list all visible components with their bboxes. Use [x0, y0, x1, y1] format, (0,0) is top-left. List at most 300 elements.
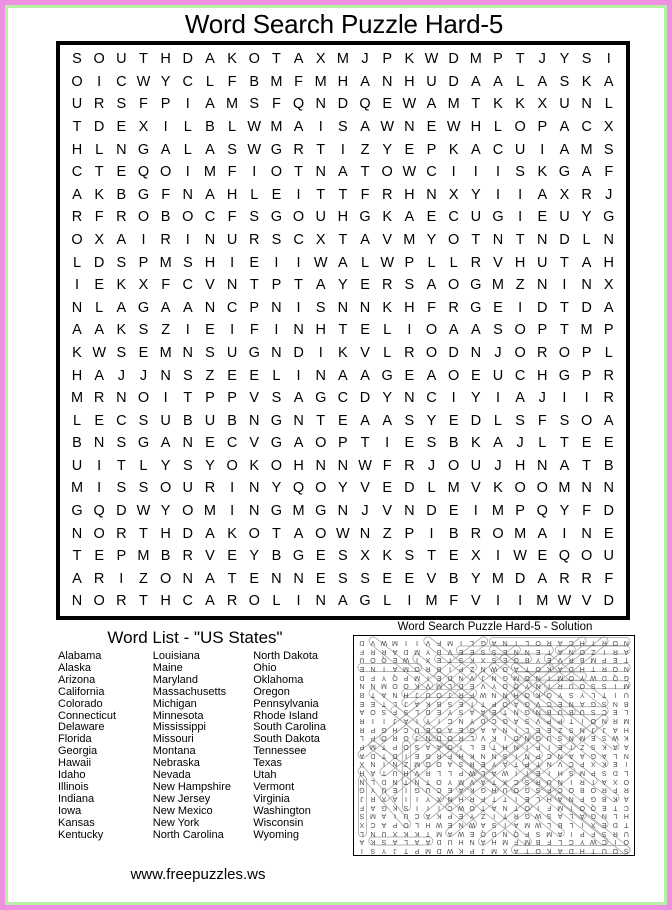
grid-cell: I [429, 525, 434, 542]
solution-cell: F [436, 638, 442, 646]
grid-cell: W [380, 118, 395, 135]
solution-cell: U [579, 708, 585, 716]
grid-cell: H [514, 254, 526, 271]
grid-cell: T [271, 51, 281, 68]
solution-cell: I [614, 838, 617, 846]
solution-cell: A [623, 742, 629, 750]
solution-cell: G [590, 751, 596, 759]
solution-cell: H [513, 690, 519, 698]
word-list-item: Tennessee [253, 745, 307, 758]
grid-cell: T [72, 118, 82, 135]
grid-cell: A [205, 186, 215, 203]
grid-cell: E [360, 277, 370, 294]
grid-cell: F [249, 322, 259, 339]
grid-cell: C [492, 141, 504, 158]
solution-cell: N [480, 664, 486, 672]
solution-cell: A [623, 794, 629, 802]
grid-cell: L [493, 412, 502, 429]
solution-cell: L [613, 751, 618, 759]
grid-cell: B [448, 525, 459, 542]
solution-cell: S [491, 647, 497, 655]
grid-cell: K [493, 480, 503, 497]
grid-cell: S [559, 412, 570, 429]
grid-cell: D [448, 73, 459, 90]
grid-cell: S [493, 322, 503, 339]
grid-cell: Z [205, 367, 215, 384]
grid-cell: C [426, 390, 437, 407]
solution-cell: T [381, 751, 387, 759]
solution-cell: Y [425, 794, 431, 802]
grid-cell: E [426, 118, 437, 135]
solution-cell: C [557, 786, 563, 794]
solution-cell: P [469, 846, 475, 854]
grid-cell: A [182, 299, 193, 316]
solution-cell: G [480, 638, 486, 646]
grid-cell: N [293, 570, 304, 587]
grid-cell: G [270, 209, 283, 226]
solution-cell: A [370, 803, 376, 811]
grid-cell: J [538, 390, 546, 407]
grid-cell: E [448, 503, 459, 520]
grid-cell: P [160, 96, 171, 113]
solution-cell: A [502, 760, 508, 768]
grid-cell: J [427, 457, 436, 474]
solution-cell: K [491, 734, 497, 742]
word-list-item: North Carolina [152, 828, 224, 841]
solution-cell: B [535, 838, 541, 846]
solution-cell: S [546, 812, 552, 820]
solution-cell: B [579, 786, 585, 794]
grid-cell: U [492, 367, 504, 384]
grid-cell: A [205, 51, 215, 68]
grid-cell: X [470, 548, 481, 565]
solution-row [357, 759, 631, 768]
grid-cell: A [470, 141, 481, 158]
grid-cell: P [338, 435, 348, 452]
word-list-item: Wyoming [253, 828, 299, 841]
grid-cell: O [425, 322, 438, 339]
grid-cell: W [358, 457, 372, 474]
grid-cell: I [540, 141, 545, 158]
solution-cell: I [405, 794, 407, 802]
solution-cell: E [502, 656, 508, 664]
grid-cell: O [514, 118, 526, 135]
solution-cell: I [625, 760, 628, 768]
grid-cell: G [137, 141, 150, 158]
grid-cell: I [606, 51, 611, 68]
grid-cell: O [580, 412, 593, 429]
solution-cell: C [601, 838, 607, 846]
grid-cell: A [338, 254, 348, 271]
grid-cell: L [272, 593, 281, 610]
solution-cell: B [568, 708, 574, 716]
grid-cell: E [603, 435, 614, 452]
grid-cell: E [94, 277, 104, 294]
grid-cell: N [337, 299, 349, 316]
solution-cell: P [392, 742, 398, 750]
solution-cell: A [425, 838, 431, 846]
grid-cell: L [183, 141, 192, 158]
grid-cell: H [71, 367, 83, 384]
solution-cell: T [602, 690, 607, 698]
solution-cell: H [546, 794, 552, 802]
grid-cell: G [137, 186, 150, 203]
solution-cell: F [547, 838, 552, 846]
solution-cell: E [436, 708, 442, 716]
solution-grid-rows [354, 636, 634, 855]
grid-cell: N [404, 390, 415, 407]
grid-cell: I [407, 593, 412, 610]
grid-cell: N [315, 164, 326, 181]
grid-cell: N [249, 503, 260, 520]
grid-cell: Y [338, 277, 348, 294]
solution-cell: U [425, 690, 431, 698]
solution-cell: M [436, 682, 442, 690]
grid-cell: A [470, 322, 481, 339]
grid-cell: V [360, 480, 370, 497]
solution-cell: Z [558, 725, 563, 733]
word-list-item: Oklahoma [253, 673, 304, 686]
solution-row [357, 845, 631, 854]
grid-cell: M [336, 51, 349, 68]
solution-cell: I [438, 803, 441, 811]
solution-cell: N [491, 751, 497, 759]
grid-cell: T [338, 231, 348, 248]
solution-cell: N [557, 751, 563, 759]
solution-cell: I [515, 638, 518, 646]
word-list-column-3 [253, 651, 348, 842]
solution-cell: A [513, 699, 519, 707]
solution-row [357, 698, 631, 707]
word-list-item: Mississippi [152, 721, 206, 734]
solution-cell: W [435, 820, 443, 828]
solution-cell: T [591, 846, 596, 854]
word-list-item: Massachusetts [152, 685, 227, 698]
grid-cell: H [404, 299, 415, 316]
solution-cell: N [568, 699, 574, 707]
solution-cell: U [546, 777, 552, 785]
word-list-item: South Dakota [253, 733, 320, 746]
solution-cell: S [491, 656, 497, 664]
grid-cell: B [205, 118, 215, 135]
solution-cell: N [524, 647, 530, 655]
grid-cell: N [293, 322, 304, 339]
solution-cell: S [535, 786, 541, 794]
grid-cell: A [493, 435, 503, 452]
solution-cell: D [601, 673, 607, 681]
grid-cell: F [271, 96, 281, 113]
grid-cell: D [404, 480, 415, 497]
solution-cell: J [481, 673, 485, 681]
grid-cell: A [293, 51, 304, 68]
grid-cell: I [495, 548, 500, 565]
grid-cell: H [315, 322, 326, 339]
solution-cell: T [514, 803, 519, 811]
grid-row [67, 206, 619, 228]
solution-row [357, 750, 631, 759]
grid-cell: I [562, 277, 567, 294]
solution-cell: L [536, 794, 541, 802]
solution-cell: P [392, 820, 398, 828]
solution-cell: M [579, 768, 586, 776]
solution-cell: K [414, 829, 420, 837]
solution-cell: X [381, 794, 387, 802]
grid-cell: L [427, 254, 436, 271]
grid-cell: I [163, 118, 168, 135]
solution-cell: D [491, 829, 497, 837]
solution-cell: T [447, 656, 453, 664]
word-list-item: Michigan [152, 697, 197, 710]
grid-cell: W [380, 254, 395, 271]
solution-cell: F [525, 829, 530, 837]
solution-cell: A [392, 794, 398, 802]
solution-cell: H [579, 846, 585, 854]
solution-cell: A [403, 716, 409, 724]
solution-cell: Y [491, 760, 497, 768]
grid-cell: N [71, 593, 83, 610]
solution-cell: H [458, 794, 464, 802]
solution-cell: I [570, 742, 573, 750]
solution-cell: S [568, 690, 574, 698]
grid-cell: S [515, 164, 525, 181]
solution-cell: D [403, 647, 409, 655]
grid-cell: K [404, 51, 415, 68]
grid-cell: V [382, 231, 393, 248]
grid-cell: L [493, 118, 502, 135]
solution-cell: U [447, 838, 453, 846]
solution-cell: F [547, 786, 552, 794]
grid-cell: A [537, 525, 548, 542]
grid-cell: M [425, 593, 438, 610]
grid-cell: T [294, 277, 303, 294]
grid-row [67, 139, 619, 161]
grid-cell: T [294, 164, 303, 181]
grid-cell: H [404, 186, 415, 203]
grid-cell: E [116, 118, 127, 135]
solution-cell: M [381, 682, 387, 690]
solution-cell: I [360, 846, 363, 854]
grid-cell: G [270, 141, 283, 158]
grid-cell: I [562, 525, 567, 542]
grid-cell: A [72, 570, 82, 587]
grid-cell: R [93, 96, 105, 113]
grid-cell: A [94, 367, 104, 384]
grid-cell: S [603, 141, 614, 158]
word-list-item: Alabama [58, 650, 102, 662]
solution-cell: A [557, 812, 563, 820]
grid-cell: T [360, 164, 370, 181]
grid-cell: K [116, 277, 127, 294]
grid-cell: U [315, 209, 326, 226]
solution-cell: R [612, 716, 618, 724]
grid-cell: O [448, 231, 460, 248]
solution-cell: I [515, 794, 518, 802]
grid-cell: M [491, 570, 505, 587]
grid-cell: M [447, 480, 460, 497]
grid-cell: B [603, 457, 614, 474]
solution-cell: E [546, 656, 552, 664]
grid-row [67, 410, 619, 432]
grid-cell: R [581, 186, 592, 203]
grid-cell: A [559, 118, 570, 135]
solution-cell: S [590, 682, 596, 690]
grid-cell: A [537, 73, 548, 90]
grid-cell: Q [292, 480, 305, 497]
solution-cell: I [427, 803, 429, 811]
solution-cell: E [502, 647, 508, 655]
solution-cell: L [437, 768, 441, 776]
solution-cell: R [513, 812, 519, 820]
grid-cell: G [270, 503, 283, 520]
grid-cell: E [537, 209, 548, 226]
solution-row [357, 689, 631, 698]
solution-cell: I [371, 716, 374, 724]
grid-cell: R [226, 593, 238, 610]
solution-cell: T [525, 846, 530, 854]
word-list-item: Indiana [58, 792, 95, 805]
grid-cell: S [205, 344, 215, 361]
solution-cell: T [370, 690, 376, 698]
grid-cell: R [559, 570, 570, 587]
grid-cell: N [359, 299, 371, 316]
grid-cell: L [516, 73, 525, 90]
solution-cell: S [601, 734, 607, 742]
grid-row [67, 387, 619, 409]
grid-cell: B [249, 73, 260, 90]
grid-cell: C [226, 435, 238, 452]
grid-cell: Y [426, 412, 437, 429]
solution-row [357, 767, 631, 776]
grid-cell: P [138, 254, 149, 271]
solution-rotated-content [354, 636, 634, 855]
solution-cell: T [381, 699, 387, 707]
grid-cell: S [182, 457, 193, 474]
grid-cell: V [382, 503, 393, 520]
solution-cell: A [480, 820, 486, 828]
solution-cell: H [491, 786, 497, 794]
solution-cell: D [612, 768, 618, 776]
grid-cell: D [116, 503, 127, 520]
solution-cell: S [557, 734, 563, 742]
grid-cell: U [116, 51, 127, 68]
solution-cell: I [548, 742, 551, 750]
solution-cell: D [359, 673, 365, 681]
solution-cell: A [513, 664, 519, 672]
word-list-item: New Jersey [152, 792, 211, 805]
grid-cell: T [515, 51, 525, 68]
word-list-item: Kentucky [58, 828, 104, 841]
grid-cell: N [182, 186, 194, 203]
grid-cell: A [205, 593, 215, 610]
grid-cell: F [582, 503, 592, 520]
solution-cell: P [403, 673, 409, 681]
grid-cell: P [249, 299, 260, 316]
grid-cell: Y [559, 503, 570, 520]
solution-cell: C [447, 803, 453, 811]
solution-cell: I [570, 829, 573, 837]
grid-cell: O [137, 390, 150, 407]
solution-cell: W [534, 812, 542, 820]
solution-cell: W [446, 846, 454, 854]
solution-cell: X [436, 794, 442, 802]
grid-cell: N [116, 141, 127, 158]
solution-cell: L [591, 690, 596, 698]
grid-cell: Y [271, 480, 282, 497]
solution-cell: L [359, 734, 364, 742]
grid-cell: T [471, 231, 481, 248]
grid-cell: F [161, 186, 171, 203]
grid-cell: C [581, 118, 592, 135]
grid-row [67, 229, 619, 251]
grid-cell: A [338, 164, 348, 181]
grid-cell: T [560, 299, 569, 316]
solution-row [357, 802, 631, 811]
grid-cell: Y [470, 186, 481, 203]
solution-cell: J [393, 716, 397, 724]
solution-cell: I [493, 812, 496, 820]
word-list-item: Minnesota [152, 709, 204, 722]
grid-cell: K [515, 96, 525, 113]
grid-cell: M [226, 96, 239, 113]
grid-cell: Y [249, 548, 260, 565]
solution-cell: D [370, 751, 376, 759]
grid-cell: A [426, 367, 437, 384]
grid-cell: G [492, 209, 504, 226]
grid-cell: P [515, 503, 525, 520]
word-list-item: Montana [152, 745, 196, 758]
grid-cell: I [97, 480, 102, 497]
solution-cell: I [416, 803, 418, 811]
solution-cell: A [359, 708, 365, 716]
solution-cell: U [381, 786, 387, 794]
solution-cell: S [590, 708, 596, 716]
grid-cell: E [448, 412, 459, 429]
grid-cell: P [404, 525, 415, 542]
solution-row [357, 785, 631, 794]
grid-cell: I [385, 435, 390, 452]
grid-cell: S [559, 73, 570, 90]
grid-cell: G [270, 412, 283, 429]
solution-cell: L [470, 638, 475, 646]
grid-cell: X [315, 231, 326, 248]
grid-cell: K [382, 209, 393, 226]
solution-cell: X [392, 829, 398, 837]
grid-cell: N [116, 390, 127, 407]
solution-cell: P [601, 656, 607, 664]
grid-cell: H [71, 141, 83, 158]
solution-cell: O [403, 734, 409, 742]
solution-cell: N [458, 716, 464, 724]
solution-cell: O [447, 742, 453, 750]
grid-row [67, 116, 619, 138]
grid-cell: P [205, 390, 215, 407]
grid-cell: L [604, 96, 613, 113]
grid-cell: D [359, 390, 371, 407]
solution-cell: K [601, 760, 607, 768]
solution-cell: E [480, 760, 486, 768]
grid-cell: U [182, 480, 194, 497]
grid-cell: X [448, 186, 459, 203]
solution-cell: N [392, 690, 398, 698]
grid-cell: S [72, 51, 82, 68]
solution-cell: O [392, 682, 398, 690]
solution-cell: B [436, 699, 442, 707]
solution-cell: E [535, 725, 541, 733]
grid-cell: Y [382, 141, 393, 158]
solution-cell: A [557, 638, 563, 646]
grid-cell: E [94, 412, 104, 429]
grid-cell: E [603, 525, 614, 542]
